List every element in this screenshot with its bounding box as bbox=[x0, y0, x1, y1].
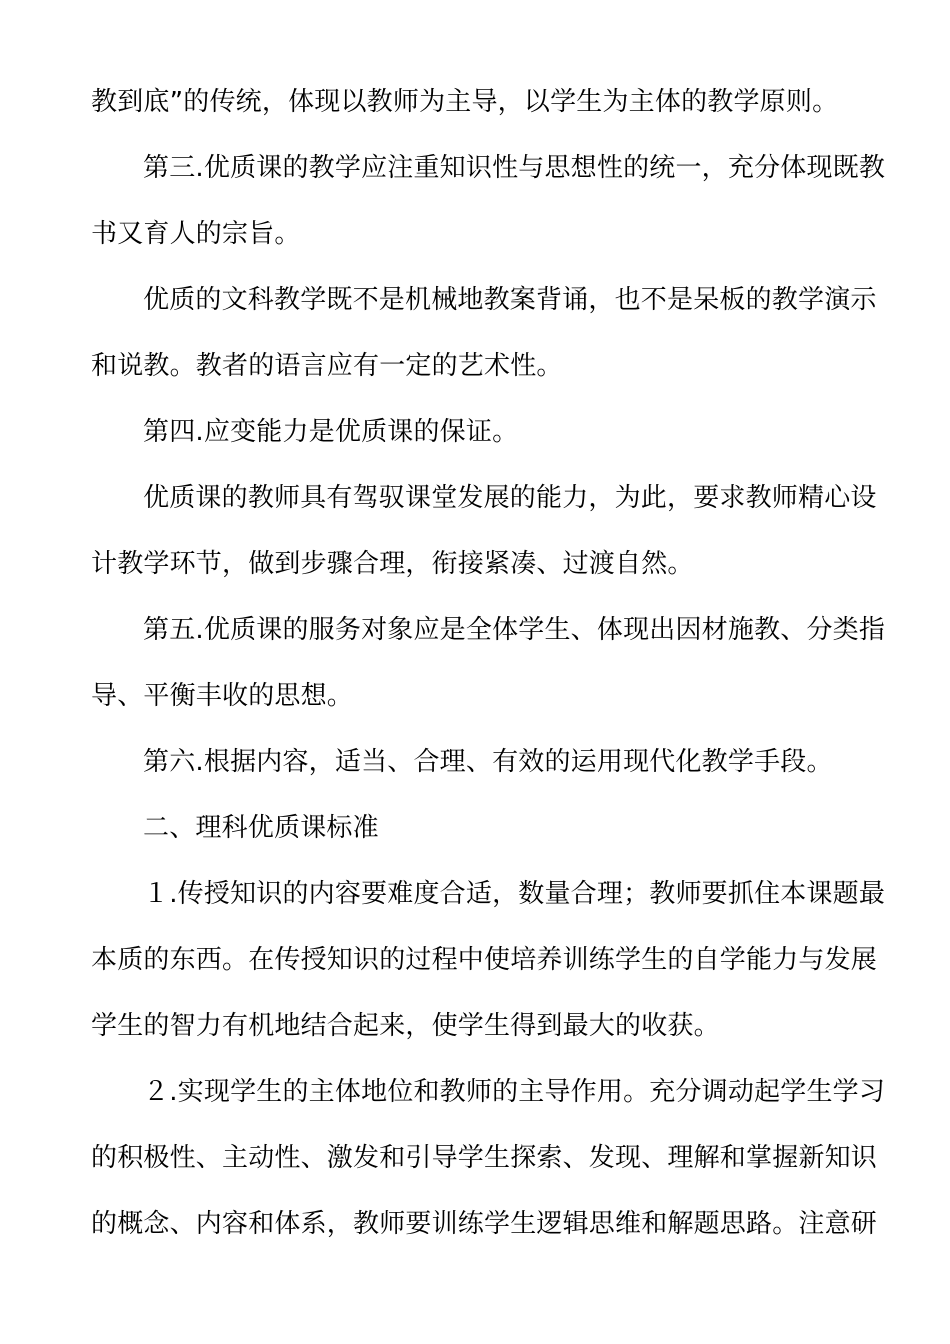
text-line: 教到底”的传统，体现以教师为主导，以学生为主体的教学原则。 bbox=[91, 87, 839, 117]
text-line: 书又育人的宗旨。 bbox=[91, 219, 301, 249]
text-line: 优质课的教师具有驾驭课堂发展的能力，为此，要求教师精心设 bbox=[143, 483, 877, 513]
text-line: 的积极性、主动性、激发和引导学生探索、发现、理解和掌握新知识 bbox=[91, 1143, 878, 1173]
text-line: 计教学环节，做到步骤合理，衔接紧凑、过渡自然。 bbox=[91, 549, 694, 579]
text-line: 学生的智力有机地结合起来，使学生得到最大的收获。 bbox=[91, 1011, 720, 1041]
text-line: 的概念、内容和体系，教师要训练学生逻辑思维和解题思路。注意研 bbox=[91, 1209, 878, 1239]
text-line: 优质的文科教学既不是机械地教案背诵，也不是呆板的教学演示 bbox=[143, 285, 877, 315]
text-line: 第四.应变能力是优质课的保证。 bbox=[143, 417, 519, 447]
text-line: 第五.优质课的服务对象应是全体学生、体现出因材施教、分类指 bbox=[143, 615, 886, 645]
text-line: 本质的东西。在传授知识的过程中使培养训练学生的自学能力与发展 bbox=[91, 945, 878, 975]
text-line: 导、平衡丰收的思想。 bbox=[91, 681, 354, 711]
text-line: 第六.根据内容，适当、合理、有效的运用现代化教学手段。 bbox=[143, 747, 833, 777]
text-line: ２.实现学生的主体地位和教师的主导作用。充分调动起学生学习 bbox=[143, 1077, 886, 1107]
section-heading: 二、理科优质课标准 bbox=[143, 813, 379, 843]
text-line: 第三.优质课的教学应注重知识性与思想性的统一，充分体现既教 bbox=[143, 153, 886, 183]
text-line: 和说教。教者的语言应有一定的艺术性。 bbox=[91, 351, 563, 381]
text-line: １.传授知识的内容要难度合适，数量合理；教师要抓住本课题最 bbox=[143, 879, 886, 909]
